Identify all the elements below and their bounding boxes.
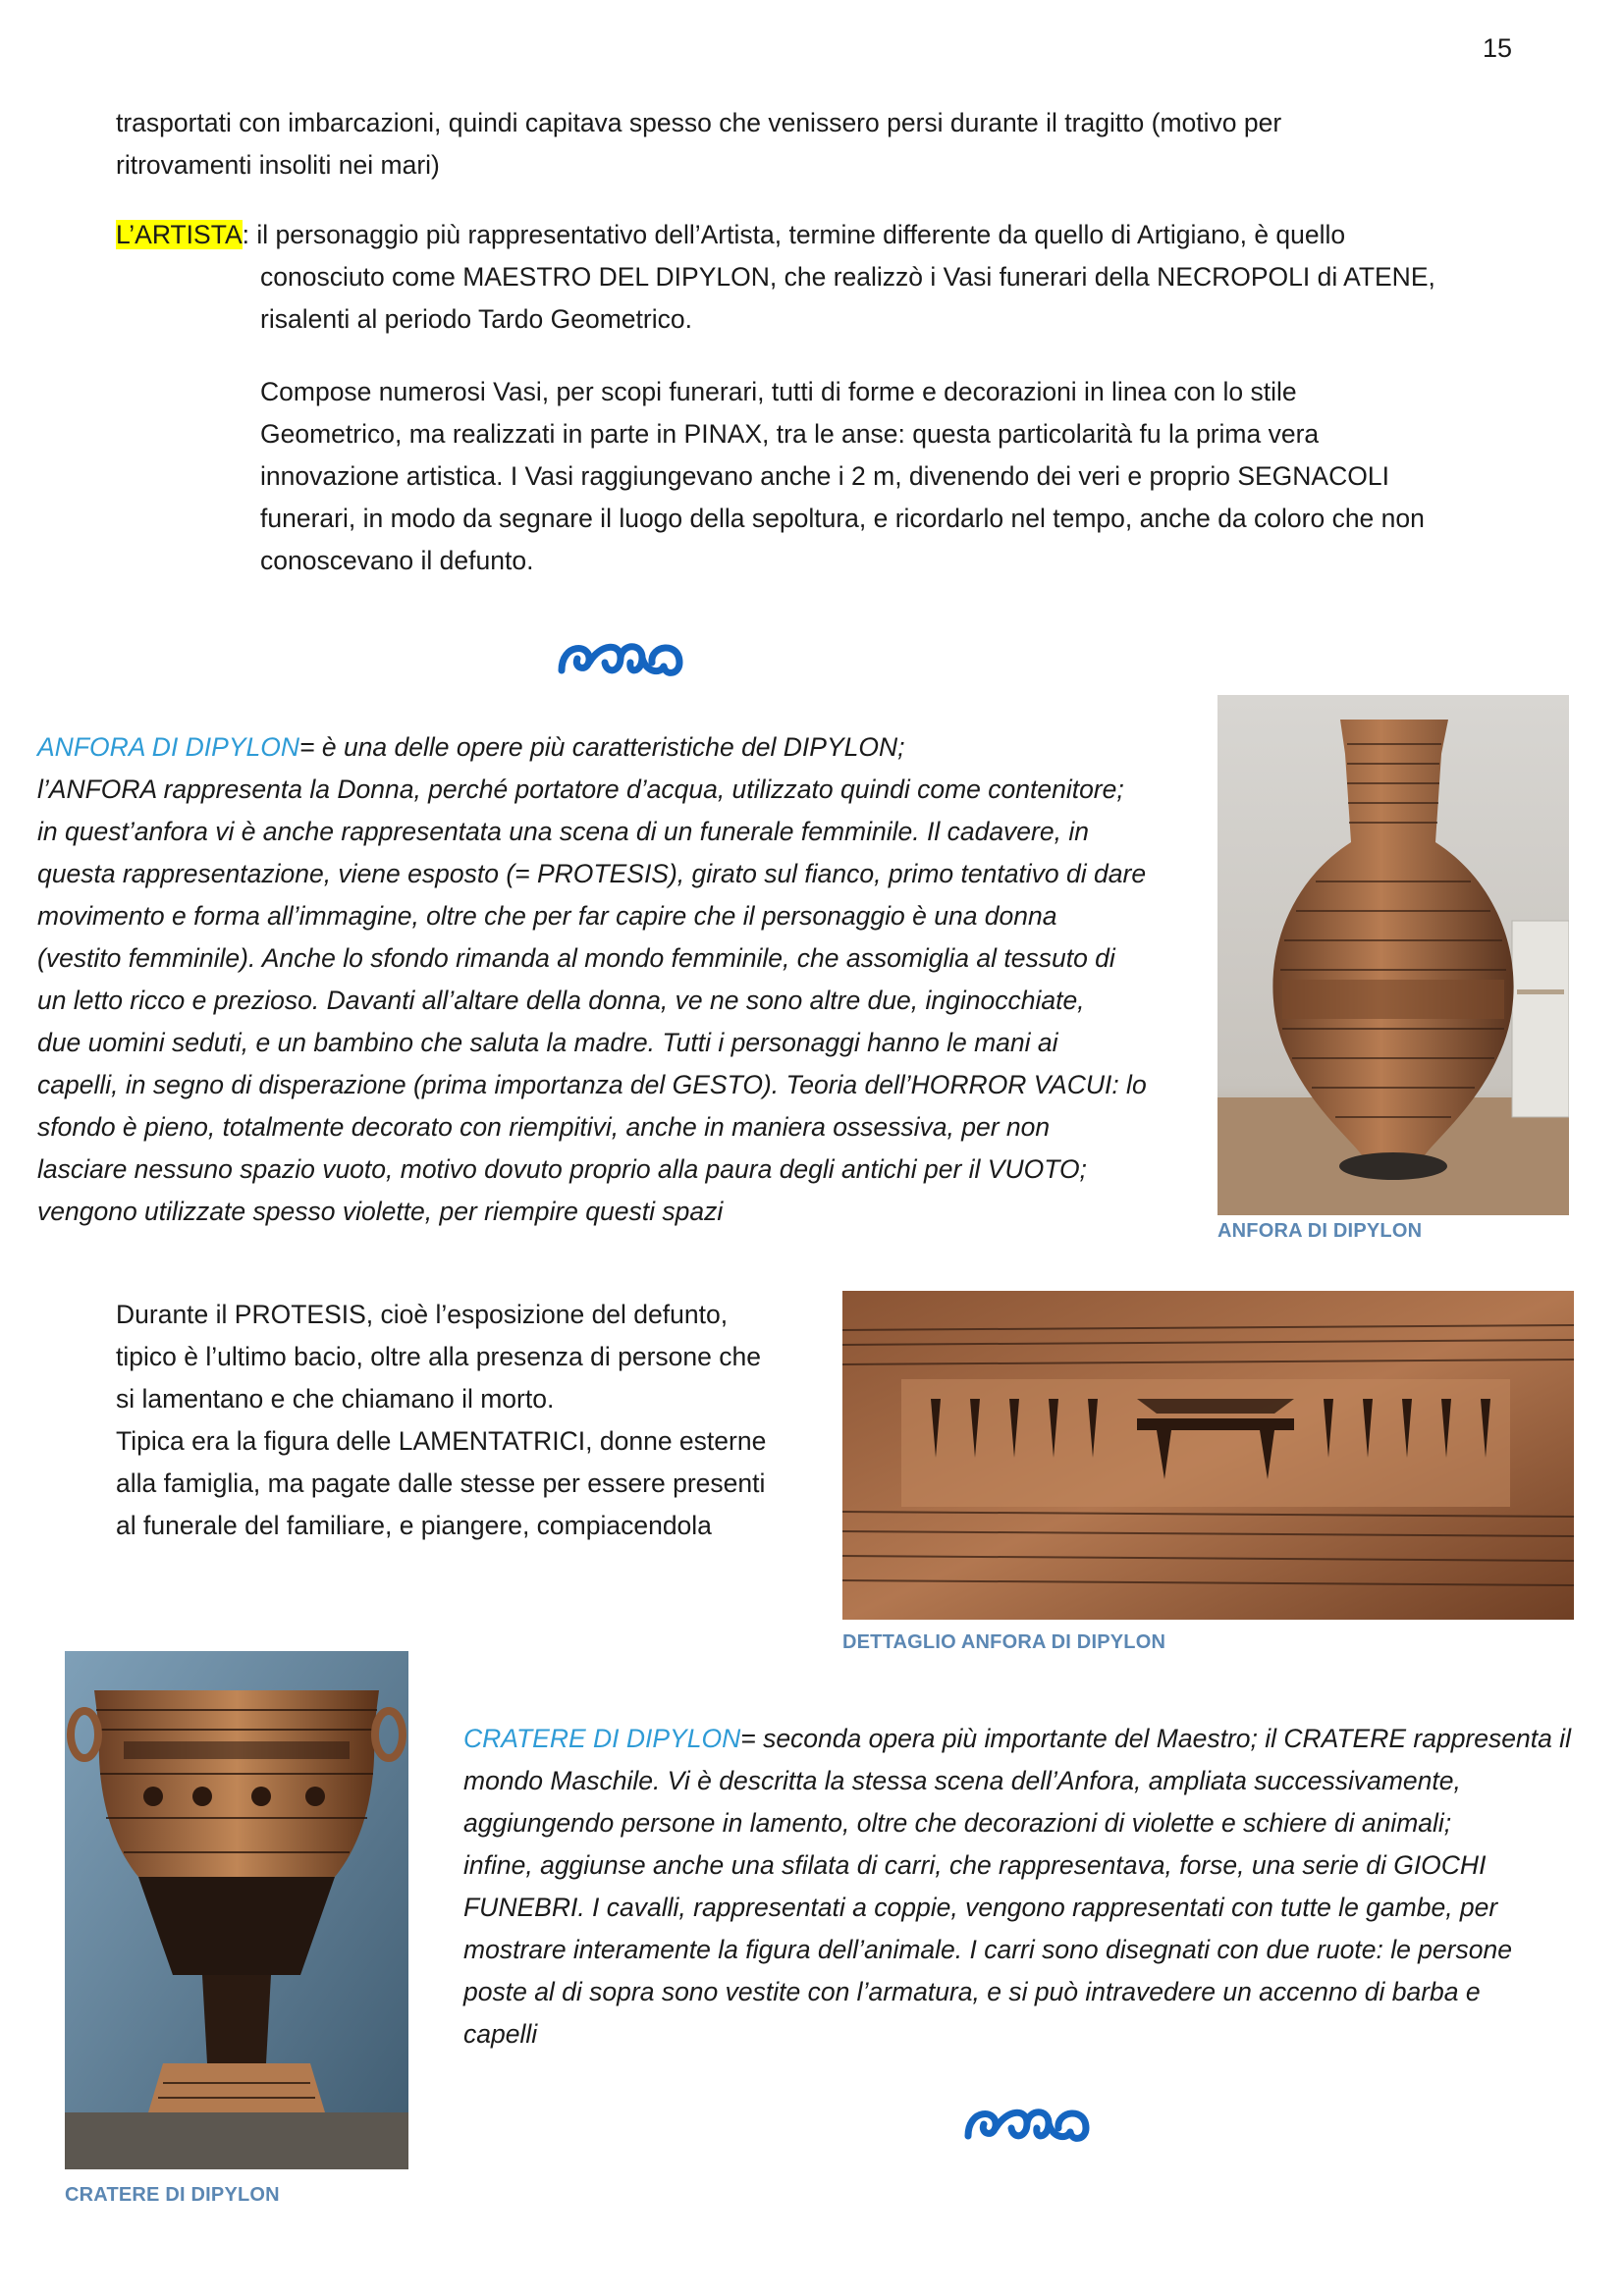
- artista-line: risalenti al periodo Tardo Geometrico.: [260, 304, 692, 334]
- protesis-line: si lamentano e che chiamano il morto.: [116, 1384, 555, 1414]
- artista-line: il personaggio più rappresentativo dell’Artista, termine differente da quello di Artigiano, è quello: [256, 220, 1346, 249]
- artista-label: L’ARTISTA: [116, 220, 243, 249]
- cratere-title-line: CRATERE DI DIPYLON= seconda opera più importante del Maestro; il CRATERE rappresenta il: [463, 1724, 1571, 1753]
- cratere-title: CRATERE DI DIPYLON: [463, 1724, 741, 1753]
- anfora-line: vengono utilizzate spesso violette, per riempire questi spazi: [37, 1197, 724, 1226]
- anfora-line: (vestito femminile). Anche lo sfondo rimanda al mondo femminile, che assomiglia al tessuto di: [37, 943, 1115, 973]
- artista-p2-line: funerari, in modo da segnare il luogo della sepoltura, e ricordarlo nel tempo, anche da coloro che non: [260, 504, 1425, 533]
- artista-p2-line: innovazione artistica. I Vasi raggiungevano anche i 2 m, divenendo dei veri e proprio SEGNACOLI: [260, 461, 1389, 491]
- artista-second-paragraph: [260, 371, 1537, 582]
- anfora-line: questa rappresentazione, viene esposto (= PROTESIS), girato sul fianco, primo tentativo di dare: [37, 859, 1147, 888]
- protesis-line: Durante il PROTESIS, cioè l’esposizione del defunto,: [116, 1300, 729, 1329]
- ornament-divider: [552, 633, 689, 682]
- ornament-swirl-icon: [958, 2099, 1096, 2148]
- ornament-swirl-icon: [552, 633, 689, 682]
- artista-p2-line: Compose numerosi Vasi, per scopi funerari, tutti di forme e decorazioni in linea con lo stile: [260, 377, 1297, 406]
- protesis-line: al funerale del familiare, e piangere, compiacendola: [116, 1511, 712, 1540]
- cratere-line: infine, aggiunse anche una sfilata di carri, che rappresentava, forse, una serie di GIOCHI: [463, 1850, 1487, 1880]
- anfora-title: ANFORA DI DIPYLON: [37, 732, 300, 762]
- cratere-paragraph: [463, 1718, 1602, 2056]
- anfora-photo: [1217, 695, 1569, 1215]
- protesis-paragraph: [116, 1294, 823, 1547]
- anfora-title-line: ANFORA DI DIPYLON= è una delle opere più caratteristiche del DIPYLON;: [37, 732, 905, 762]
- artista-p2-line: Geometrico, ma realizzati in parte in PINAX, tra le anse: questa particolarità fu la prima vera: [260, 419, 1320, 449]
- anfora-line: movimento e forma all’immagine, oltre che per far capire che il personaggio è una donna: [37, 901, 1057, 931]
- cratere-line: capelli: [463, 2019, 538, 2049]
- cratere-line: mondo Maschile. Vi è descritta la stessa scena dell’Anfora, ampliata successivamente,: [463, 1766, 1461, 1795]
- intro-line: ritrovamenti insoliti nei mari): [116, 150, 440, 180]
- cratere-caption: CRATERE DI DIPYLON: [65, 2184, 280, 2206]
- cratere-line: aggiungendo persone in lamento, oltre che decorazioni di violette e schiere di animali;: [463, 1808, 1452, 1838]
- anfora-line: l’ANFORA rappresenta la Donna, perché portatore d’acqua, utilizzato quindi come contenitore;: [37, 774, 1124, 804]
- ornament-divider: [958, 2099, 1096, 2148]
- anfora-line: in quest’anfora vi è anche rappresentata una scena di un funerale femminile. Il cadavere, in: [37, 817, 1089, 846]
- protesis-line: alla famiglia, ma pagate dalle stesse per essere presenti: [116, 1468, 766, 1498]
- anfora-line: sfondo è pieno, totalmente decorato con riempitivi, anche in maniera ossessiva, per non: [37, 1112, 1051, 1142]
- intro-paragraph: [116, 102, 1281, 187]
- artista-line: conosciuto come MAESTRO DEL DIPYLON, che realizzò i Vasi funerari della NECROPOLI di ATENE,: [260, 262, 1435, 292]
- artista-paragraph: [116, 214, 1510, 341]
- anfora-line: un letto ricco e prezioso. Davanti all’altare della donna, ve ne sono altre due, inginocchiate,: [37, 986, 1085, 1015]
- intro-line: trasportati con imbarcazioni, quindi capitava spesso che venissero persi durante il tragitto (motivo per: [116, 108, 1282, 137]
- anfora-line: capelli, in segno di disperazione (prima importanza del GESTO). Teoria dell’HORROR VACUI: lo: [37, 1070, 1147, 1099]
- artista-p2-line: conoscevano il defunto.: [260, 546, 534, 575]
- anfora-paragraph: [37, 726, 1216, 1233]
- anfora-detail-photo: [842, 1291, 1574, 1620]
- cratere-line: FUNEBRI. I cavalli, rappresentati a coppie, vengono rappresentati con tutte le gambe, per: [463, 1893, 1498, 1922]
- anfora-line: due uomini seduti, e un bambino che saluta la madre. Tutti i personaggi hanno le mani ai: [37, 1028, 1058, 1057]
- anfora-line: lasciare nessuno spazio vuoto, motivo dovuto proprio alla paura degli antichi per il VUOTO;: [37, 1154, 1087, 1184]
- protesis-line: Tipica era la figura delle LAMENTATRICI, donne esterne: [116, 1426, 767, 1456]
- anfora-caption: ANFORA DI DIPYLON: [1217, 1220, 1423, 1242]
- artista-first-line: L’ARTISTA: il personaggio più rappresentativo dell’Artista, termine differente da quello di Artigiano, è quello: [116, 220, 1346, 249]
- cratere-line: poste al di sopra sono vestite con l’armatura, e si può intravedere un accenno di barba e: [463, 1977, 1481, 2006]
- page-number: 15: [1483, 33, 1513, 63]
- protesis-line: tipico è l’ultimo bacio, oltre alla presenza di persone che: [116, 1342, 761, 1371]
- cratere-line: mostrare interamente la figura dell’animale. I carri sono disegnati con due ruote: le persone: [463, 1935, 1512, 1964]
- cratere-photo: [65, 1651, 408, 2169]
- anfora-detail-caption: DETTAGLIO ANFORA DI DIPYLON: [842, 1631, 1166, 1653]
